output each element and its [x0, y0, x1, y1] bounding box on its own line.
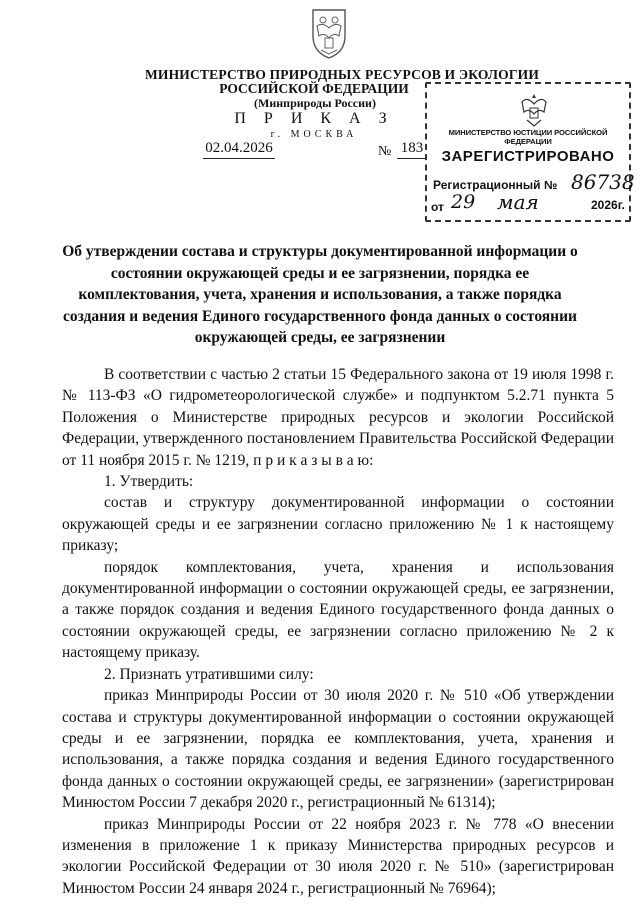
stamp-title: ЗАРЕГИСТРИРОВАНО	[441, 148, 615, 165]
stamp-date-prefix: от	[431, 200, 444, 214]
item-1-heading: 1. Утвердить:	[104, 473, 194, 491]
stamp-registration-number: 86738	[571, 170, 635, 194]
item-2-heading: 2. Признать утратившими силу:	[104, 665, 314, 683]
order-date: 02.04.2026	[203, 140, 275, 159]
item-2-order-778: приказ Минприроды России от 22 ноября 2023 г. № 778 «О внесении изменения в приложение 1 к приказу Министерства природных ресурсов и экологии Российской Федерации от 30 июля 2020 г. № 510» (зарегистрирован Минюстом России 24 января 2024 г., регистрационный № 76964);	[62, 815, 614, 897]
ministry-short-name: (Минприроды России)	[254, 96, 376, 110]
order-title: Об утверждении состава и структуры документированной информации о состоянии окружающей среды и ее загрязнении, порядка ее комплектования, учета, хранения и использования, а также порядка создания и ведения Единого государственного фонда данных о состоянии окружающей среды, ее загрязнении	[62, 243, 578, 346]
order-number: 183	[397, 140, 427, 159]
item-1-procedure: порядок комплектования, учета, хранения и использования документированной информации о состоянии окружающей среды, ее загрязнении, а также порядок создания и ведения Единого государственного фонда данных о состоянии окружающей среды, ее загрязнении согласно приложению № 2 к настоящему приказу.	[62, 558, 614, 662]
coat-of-arms-icon	[307, 6, 351, 60]
item-1-composition: состав и структуру документированной информации о состоянии окружающей среды и ее загрязнении согласно приложению № 1 к настоящему приказу;	[62, 494, 614, 555]
preamble-paragraph: В соответствии с частью 2 статьи 15 Федерального закона от 19 июля 1998 г. № 113-ФЗ «О гидрометеорологической службе» и подпунктом 5.2.71 пункта 5 Положения о Министерстве природных ресурсов и экологии Российской Федерации, утвержденного постановлением Правительства Российской Федерации от 11 ноября 2015 г. № 1219, п р и к а з ы в а ю:	[62, 366, 614, 469]
item-2-order-510: приказ Минприроды России от 30 июля 2020 г. № 510 «Об утверждении состава и структуры документированной информации о состоянии окружающей среды и ее загрязнении, порядка ее комплектования, учета, хранения и использования, а также порядка создания и ведения Единого государственного фонда данных о состоянии окружающей среды, ее загрязнении» (зарегистрирован Минюстом России 7 декабря 2020 г., регистрационный № 61314);	[62, 687, 614, 812]
ministry-name-line2: РОССИЙСКОЙ ФЕДЕРАЦИИ	[219, 81, 409, 96]
stamp-year: 2026г.	[591, 198, 625, 212]
stamp-registration-label: Регистрационный №	[433, 178, 558, 192]
registration-stamp	[425, 82, 635, 222]
number-sign: №	[378, 144, 392, 159]
eagle-emblem-icon	[519, 90, 549, 130]
stamp-day: 29	[451, 191, 476, 213]
document-type: П Р И К А З	[234, 110, 394, 127]
stamp-organization: МИНИСТЕРСТВО ЮСТИЦИИ РОССИЙСКОЙ ФЕДЕРАЦИИ	[448, 128, 608, 146]
order-body	[62, 364, 614, 899]
city: г. МОСКВА	[270, 129, 358, 140]
stamp-month: мая	[497, 190, 539, 214]
ministry-name-line1: МИНИСТЕРСТВО ПРИРОДНЫХ РЕСУРСОВ И ЭКОЛОГИИ	[144, 67, 540, 82]
